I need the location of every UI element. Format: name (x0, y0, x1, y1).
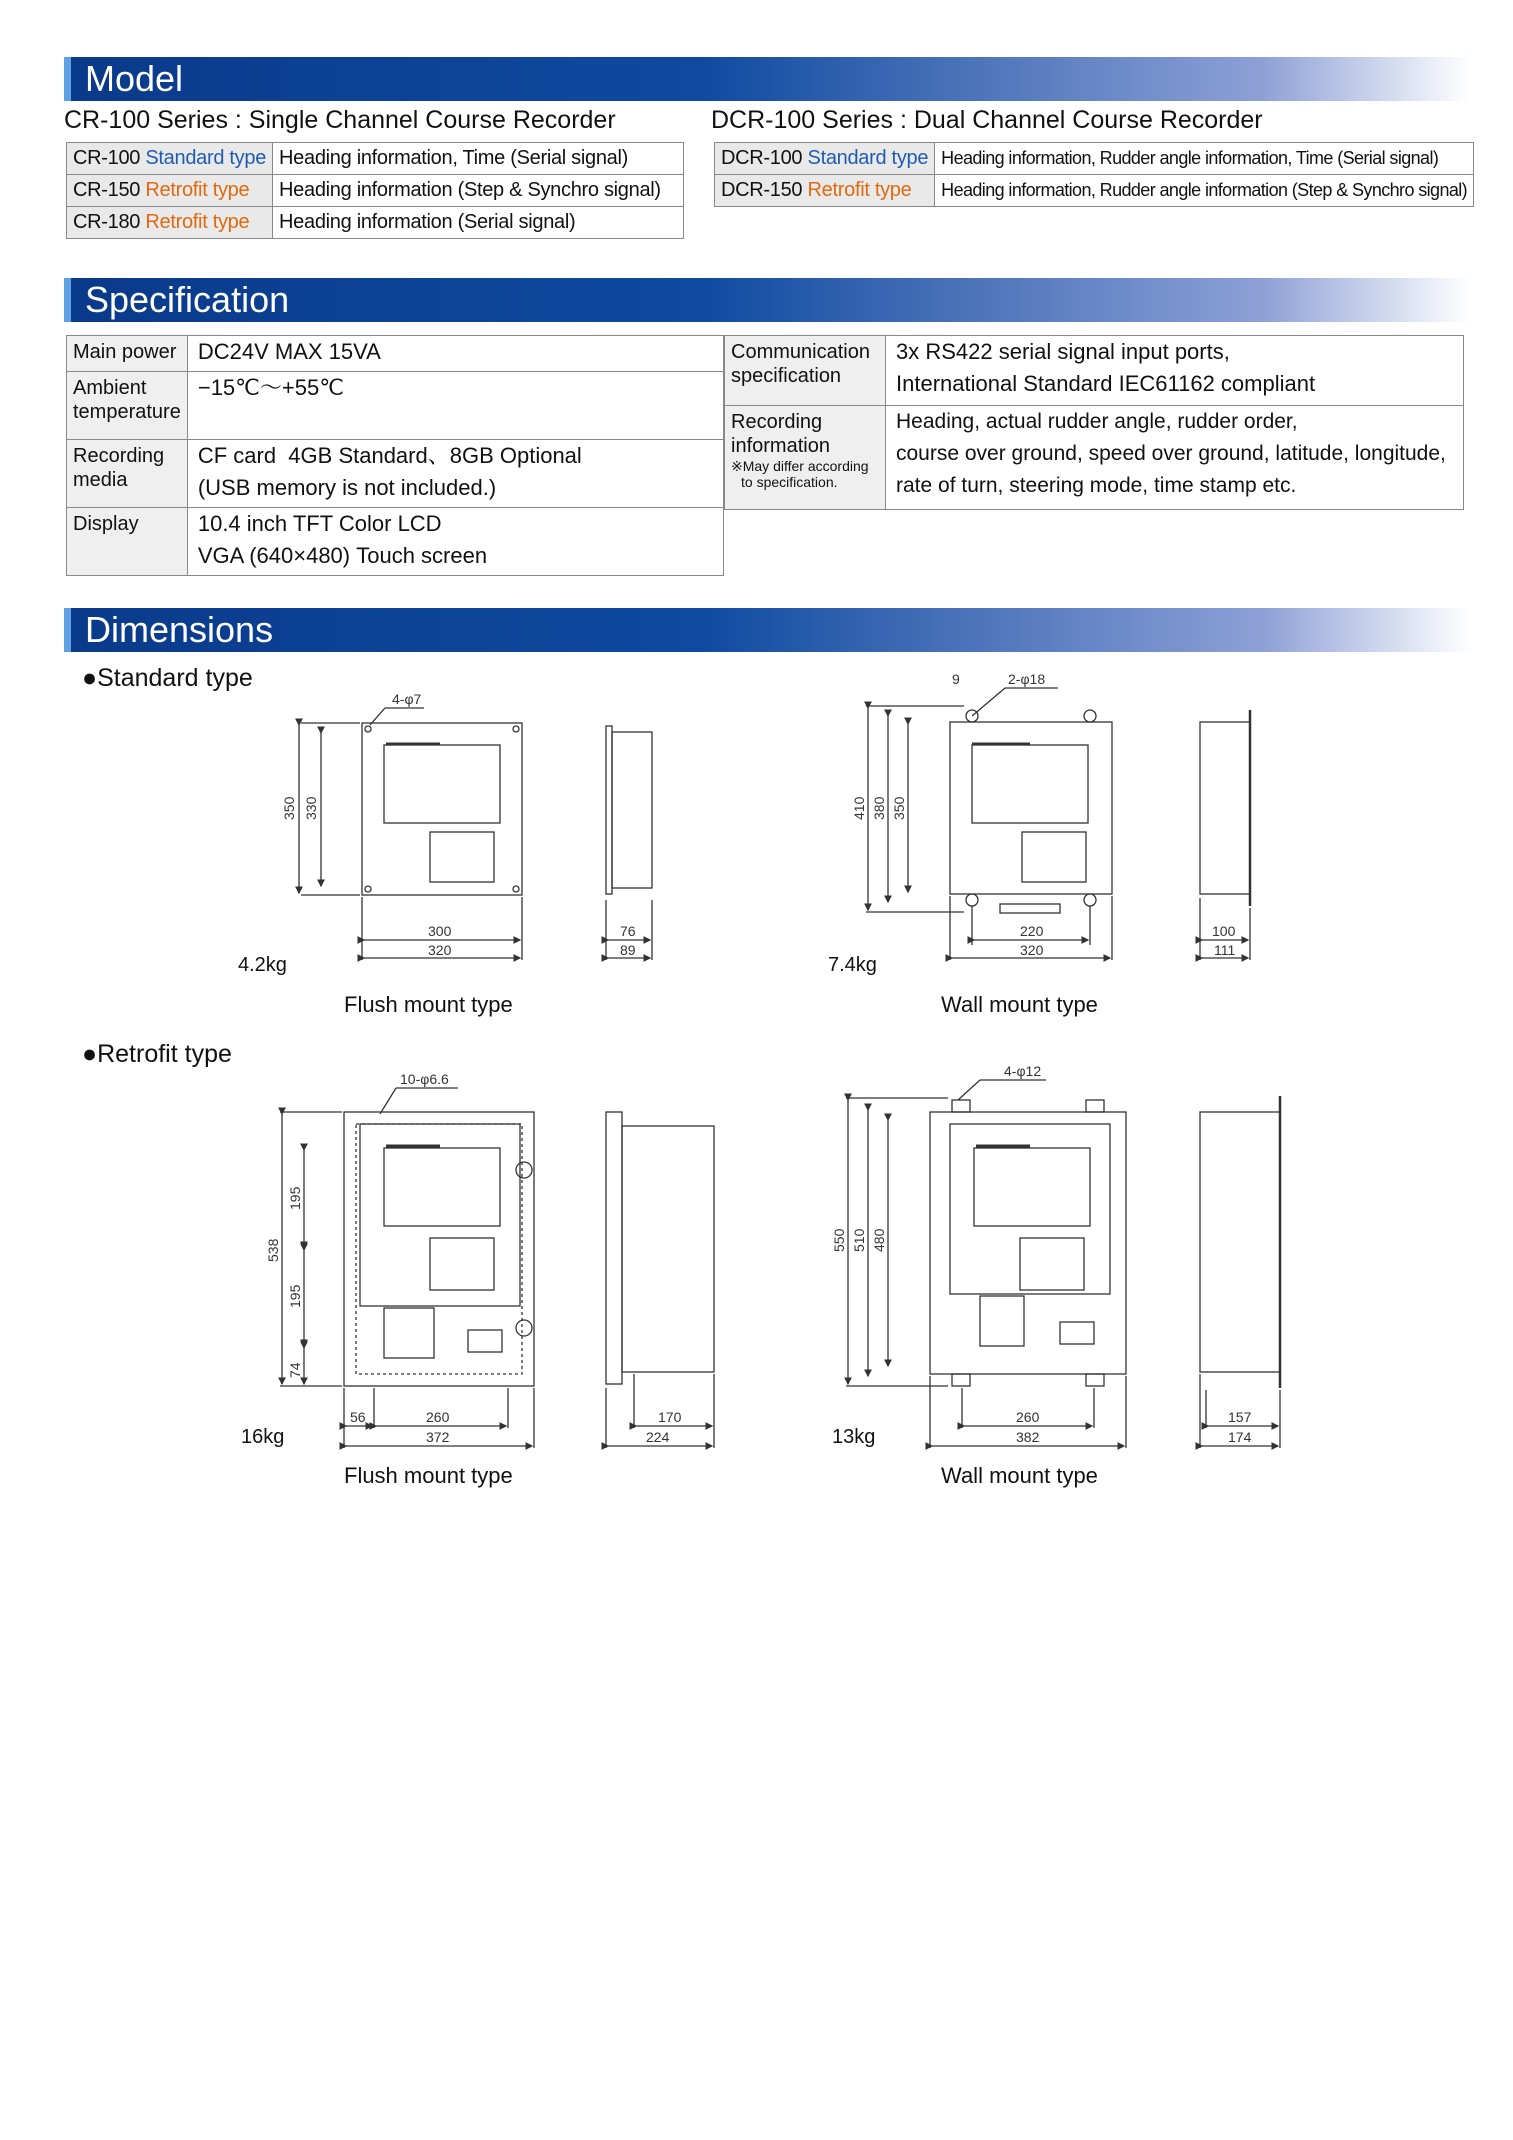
dim-label: 550 (831, 1228, 847, 1252)
spec-value: rate of turn, steering mode, time stamp etc. (896, 474, 1297, 497)
dim-label: 350 (281, 796, 297, 820)
dim-label: 220 (1020, 923, 1044, 939)
ret-wall-weight: 13kg (832, 1426, 876, 1448)
dim-label: 320 (1020, 942, 1044, 958)
spec-value: 3x RS422 serial signal input ports, (896, 339, 1230, 364)
model-desc: Heading information (Step & Synchro signal) (273, 175, 684, 207)
model-desc: Heading information, Time (Serial signal) (273, 143, 684, 175)
spec-value: Heading, actual rudder angle, rudder order, (896, 410, 1298, 433)
std-flush-front-drawing (299, 708, 522, 960)
dim-label: 260 (426, 1409, 450, 1425)
std-flush-caption: Flush mount type (344, 992, 513, 1017)
spec-key: Recording (731, 411, 823, 433)
dim-label: 2-φ18 (1008, 671, 1046, 687)
spec-value: (USB memory is not included.) (197, 475, 497, 500)
ret-flush-weight: 16kg (241, 1426, 285, 1448)
ret-flush-side-drawing (606, 1112, 714, 1448)
dim-label: 538 (265, 1238, 281, 1262)
model-code: CR-100 (73, 147, 141, 169)
dim-label: 174 (1228, 1429, 1252, 1445)
ret-wall-front-drawing (846, 1080, 1126, 1448)
spec-heading: Specification (85, 279, 290, 320)
model-code: CR-150 (73, 179, 141, 201)
ret-wall-side-drawing (1200, 1096, 1280, 1448)
ret-flush-caption: Flush mount type (344, 1463, 513, 1488)
dim-label: 372 (426, 1429, 450, 1445)
spec-key: specification (731, 365, 842, 387)
spec-value: International Standard IEC61162 compliant (896, 371, 1316, 396)
dim-label: 195 (287, 1284, 303, 1308)
spec-value: DC24V MAX 15VA (187, 336, 723, 372)
model-desc: Heading information, Rudder angle information (Step & Synchro signal) (935, 175, 1474, 207)
spec-key: temperature (73, 401, 181, 423)
dim-label: 260 (1016, 1409, 1040, 1425)
dimensions-heading: Dimensions (85, 609, 274, 650)
spec-note: ※May differ according (731, 458, 869, 474)
model-code: CR-180 (73, 211, 141, 233)
dim-label: 195 (287, 1186, 303, 1210)
spec-value: −15℃～+55℃ (187, 372, 723, 440)
model-type: Retrofit type (145, 179, 250, 201)
dim-label: 9 (952, 671, 960, 687)
dim-label: 76 (620, 923, 636, 939)
std-wall-front-drawing (866, 688, 1112, 960)
spec-key: Recording (73, 445, 165, 467)
standard-type-label: ●Standard type (82, 664, 253, 692)
dim-label: 330 (303, 796, 319, 820)
retrofit-type-label: ●Retrofit type (82, 1040, 232, 1068)
dim-label: 300 (428, 923, 452, 939)
spec-key: Main power (67, 336, 188, 372)
spec-key: media (73, 469, 128, 491)
dim-label: 380 (871, 796, 887, 820)
spec-key: Display (67, 508, 188, 576)
dim-label: 382 (1016, 1429, 1040, 1445)
model-type: Standard type (807, 147, 929, 169)
dim-label: 56 (350, 1409, 366, 1425)
dim-label: 10-φ6.6 (400, 1071, 449, 1087)
ret-wall-caption: Wall mount type (941, 1463, 1098, 1488)
dim-label: 480 (871, 1228, 887, 1252)
std-flush-weight: 4.2kg (238, 954, 287, 976)
std-wall-weight: 7.4kg (828, 954, 877, 976)
ret-flush-front-drawing (280, 1088, 534, 1448)
spec-value: 10.4 inch TFT Color LCD (197, 511, 442, 536)
cr-series-title: CR-100 Series : Single Channel Course Recorder (64, 106, 616, 134)
spec-key: Ambient (73, 377, 147, 399)
dim-label: 4-φ12 (1004, 1063, 1042, 1079)
dim-label: 320 (428, 942, 452, 958)
dim-label: 350 (891, 796, 907, 820)
spec-key: Communication (731, 341, 870, 363)
spec-note: to specification. (741, 474, 838, 490)
model-code: DCR-100 (721, 147, 803, 169)
dim-label: 170 (658, 1409, 682, 1425)
dim-label: 100 (1212, 923, 1236, 939)
dim-label: 111 (1214, 942, 1236, 958)
model-type: Retrofit type (145, 211, 250, 233)
spec-key: information (731, 435, 830, 457)
model-type: Standard type (145, 147, 267, 169)
std-wall-caption: Wall mount type (941, 992, 1098, 1017)
dcr-series-title: DCR-100 Series : Dual Channel Course Recorder (711, 106, 1263, 134)
model-desc: Heading information, Rudder angle information, Time (Serial signal) (935, 143, 1474, 175)
dim-label: 157 (1228, 1409, 1252, 1425)
dim-label: 4-φ7 (392, 691, 422, 707)
dim-label: 74 (287, 1362, 303, 1378)
model-desc: Heading information (Serial signal) (273, 207, 684, 239)
model-heading: Model (85, 58, 184, 99)
model-code: DCR-150 (721, 179, 803, 201)
dim-label: 510 (851, 1228, 867, 1252)
spec-value: VGA (640×480) Touch screen (197, 543, 488, 568)
spec-value: course over ground, speed over ground, latitude, longitude, (896, 442, 1446, 465)
dim-label: 224 (646, 1429, 670, 1445)
dim-label: 89 (620, 942, 636, 958)
spec-value: CF card 4GB Standard、8GB Optional (197, 443, 582, 468)
dim-label: 410 (851, 796, 867, 820)
model-type: Retrofit type (807, 179, 912, 201)
